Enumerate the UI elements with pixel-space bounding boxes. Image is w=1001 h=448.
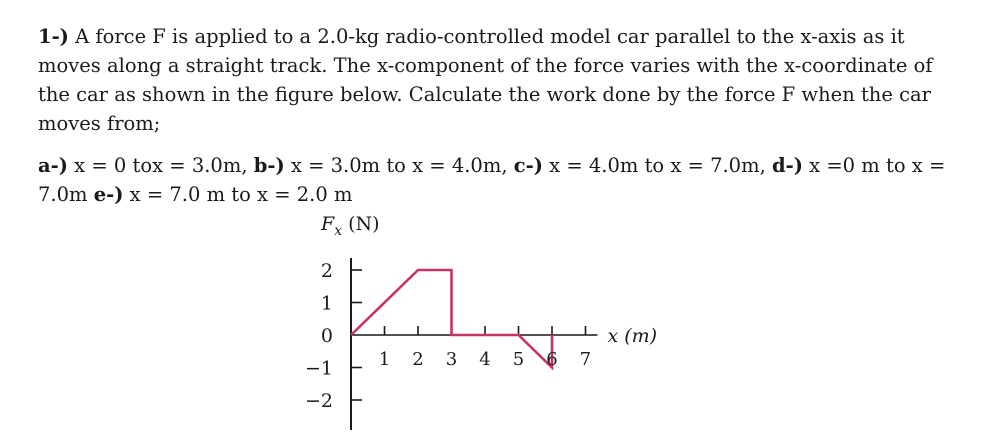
part-label-d: d-) bbox=[771, 154, 803, 177]
chart-svg bbox=[300, 205, 700, 445]
problem-intro bbox=[38, 22, 968, 138]
x-tick-label: 1 bbox=[378, 349, 391, 370]
y-tick-label: −2 bbox=[304, 390, 333, 412]
part-text-b: x = 3.0m to x = 4.0m, bbox=[284, 154, 514, 177]
y-axis-symbol: F bbox=[321, 213, 335, 235]
y-tick-label: 2 bbox=[320, 260, 333, 282]
y-tick-label: 1 bbox=[320, 292, 333, 315]
part-label-a: a-) bbox=[38, 154, 68, 177]
x-tick-label: 5 bbox=[512, 349, 525, 370]
part-text-d: x =0 m to x = 7.0m bbox=[38, 154, 946, 206]
x-tick-label: 3 bbox=[445, 349, 458, 370]
part-label-c: c-) bbox=[513, 154, 543, 177]
part-label-e: e-) bbox=[93, 183, 124, 206]
problem-statement bbox=[38, 22, 968, 209]
problem-number: 1-) bbox=[38, 25, 69, 48]
x-tick-label: 4 bbox=[479, 349, 491, 370]
force-position-graph bbox=[300, 205, 700, 445]
part-text-e: x = 7.0 m to x = 2.0 m bbox=[123, 183, 353, 206]
axes bbox=[351, 258, 598, 430]
y-axis-label bbox=[320, 213, 380, 239]
x-tick-label: 2 bbox=[412, 349, 424, 370]
problem-intro-text: A force F is applied to a 2.0-kg radio-controlled model car parallel to the x-axis as it moves along a straight track. The x-component of the force varies with the x-coordinate of the car as shown in the figure below. Calculate the work done by the force F when the car moves from; bbox=[38, 25, 933, 135]
x-axis-label: x (m) bbox=[607, 325, 658, 347]
y-tick-label: 0 bbox=[320, 325, 333, 347]
problem-parts bbox=[38, 151, 968, 209]
part-text-c: x = 4.0m to x = 7.0m, bbox=[542, 154, 772, 177]
y-tick-label: −1 bbox=[304, 357, 333, 380]
part-text-a: x = 0 tox = 3.0m, bbox=[67, 154, 254, 177]
x-tick-label: 7 bbox=[579, 349, 592, 370]
y-axis-subscript: x bbox=[334, 223, 343, 239]
labels bbox=[305, 213, 657, 412]
y-axis-unit: (N) bbox=[342, 213, 380, 235]
part-label-b: b-) bbox=[253, 154, 285, 177]
x-tick-label: 6 bbox=[546, 349, 558, 370]
